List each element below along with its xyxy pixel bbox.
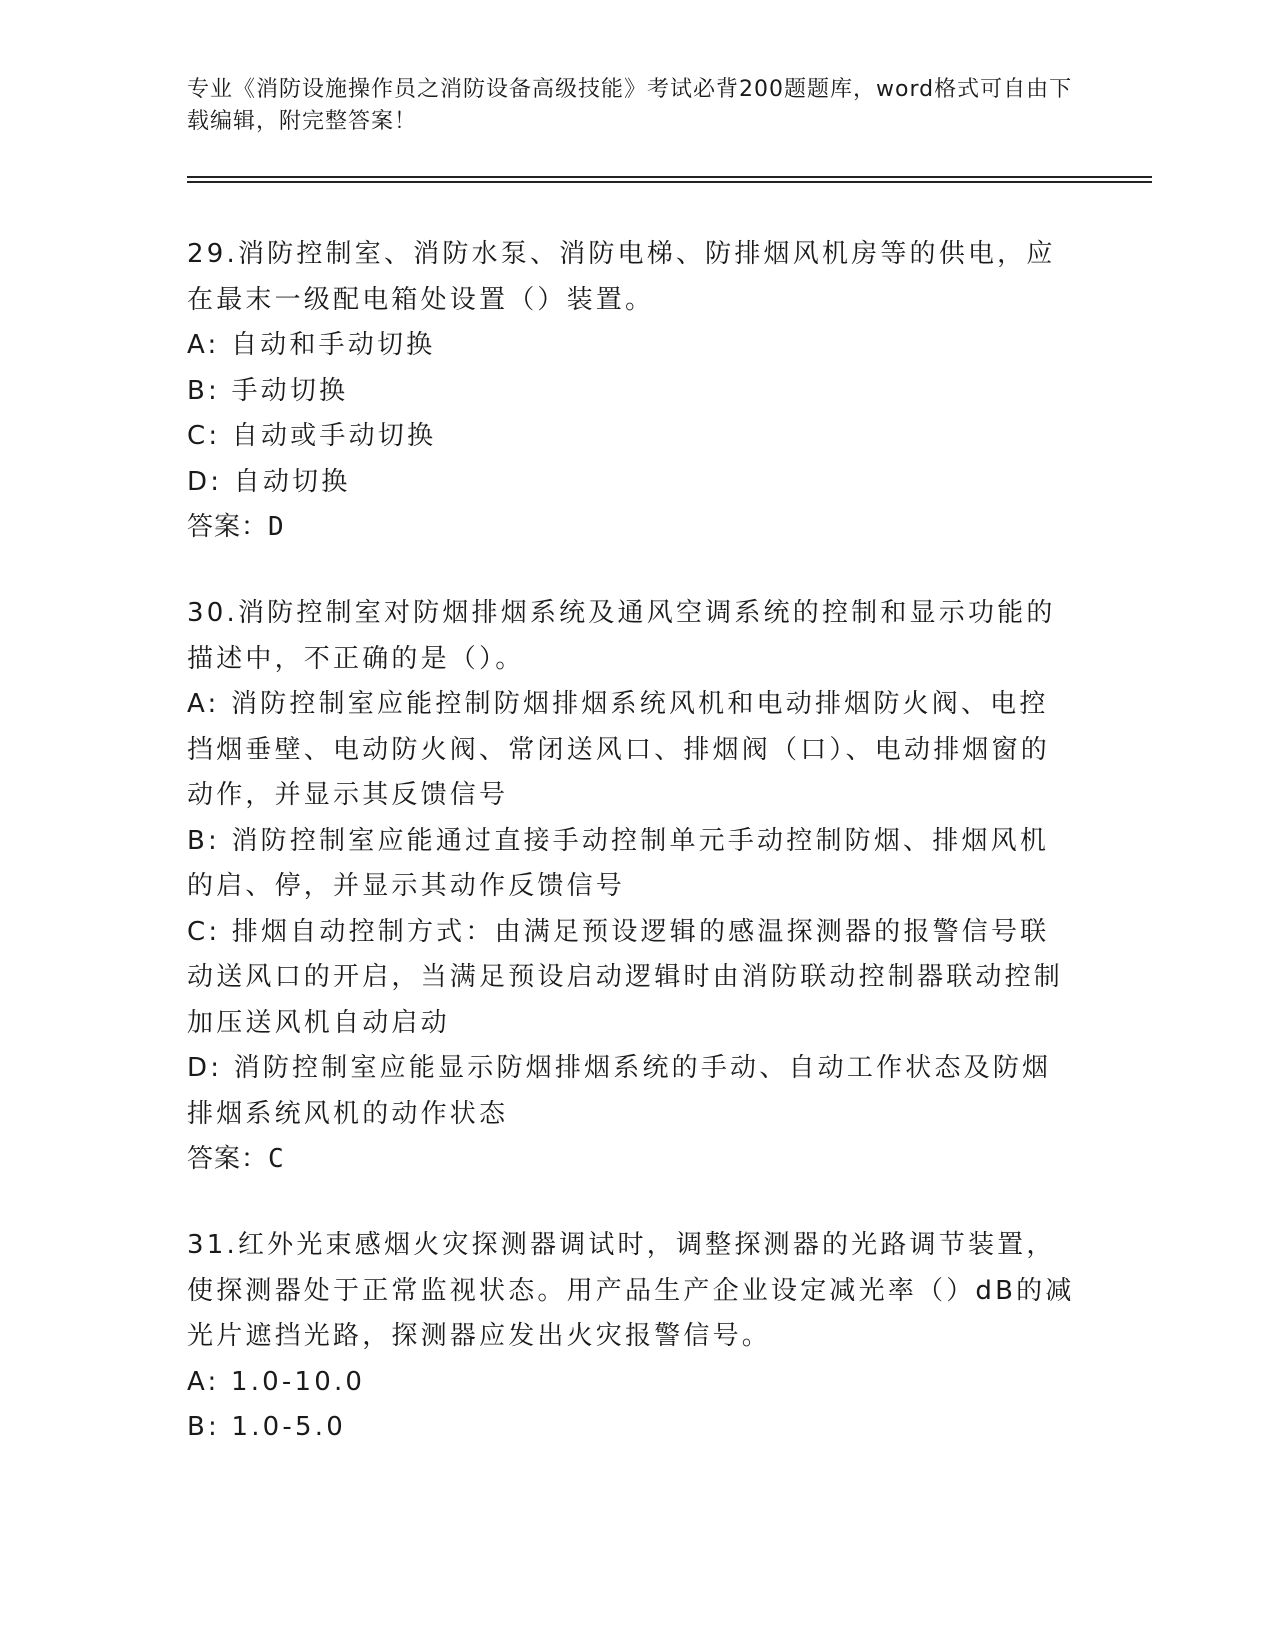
question-list — [187, 232, 1077, 1492]
question-30 — [187, 591, 1077, 1182]
option-c: C: 排烟自动控制方式：由满足预设逻辑的感温探测器的报警信号联动送风口的开启，当满足预设启动逻辑时由消防联动控制器联动控制加压送风机自动启动 — [187, 916, 1064, 1038]
answer-label: 答案： — [187, 512, 269, 542]
option-b: B: 手动切换 — [187, 375, 349, 406]
answer-line — [187, 1137, 1077, 1182]
option-a: A: 1.0-10.0 — [187, 1366, 366, 1397]
header-divider-bottom — [187, 181, 1152, 183]
document-header — [187, 74, 1087, 138]
option-b: B: 消防控制室应能通过直接手动控制单元手动控制防烟、排烟风机的启、停，并显示其动作反馈信号 — [187, 825, 1050, 901]
question-stem: 29.消防控制室、消防水泵、消防电梯、防排烟风机房等的供电，应在最末一级配电箱处设置（）装置。 — [187, 239, 1056, 315]
question-stem: 31.红外光束感烟火灾探测器调试时，调整探测器的光路调节装置，使探测器处于正常监视状态。用产品生产企业设定减光率（）dB的减光片遮挡光路，探测器应发出火灾报警信号。 — [187, 1230, 1075, 1351]
answer-label: 答案： — [187, 1144, 269, 1174]
option-c: C: 自动或手动切换 — [187, 421, 437, 451]
header-title: 专业《消防设施操作员之消防设备高级技能》考试必背200题题库，word格式可自由下载编辑，附完整答案！ — [187, 77, 1073, 134]
question-29 — [187, 232, 1077, 550]
answer-line — [187, 505, 1077, 550]
option-d: D: 消防控制室应能显示防烟排烟系统的手动、自动工作状态及防烟排烟系统风机的动作状态 — [187, 1053, 1052, 1129]
answer-value: C — [268, 1144, 285, 1174]
option-a: A: 消防控制室应能控制防烟排烟系统风机和电动排烟防火阀、电控挡烟垂壁、电动防火阀、常闭送风口、排烟阀（口）、电动排烟窗的动作，并显示其反馈信号 — [187, 689, 1051, 810]
option-d: D: 自动切换 — [187, 466, 351, 497]
question-31 — [187, 1223, 1077, 1451]
option-a: A: 自动和手动切换 — [187, 330, 436, 360]
question-stem: 30.消防控制室对防烟排烟系统及通风空调系统的控制和显示功能的描述中，不正确的是（）。 — [187, 598, 1056, 674]
answer-value: D — [268, 512, 285, 542]
option-b: B: 1.0-5.0 — [187, 1412, 346, 1442]
header-divider-top — [187, 176, 1152, 178]
